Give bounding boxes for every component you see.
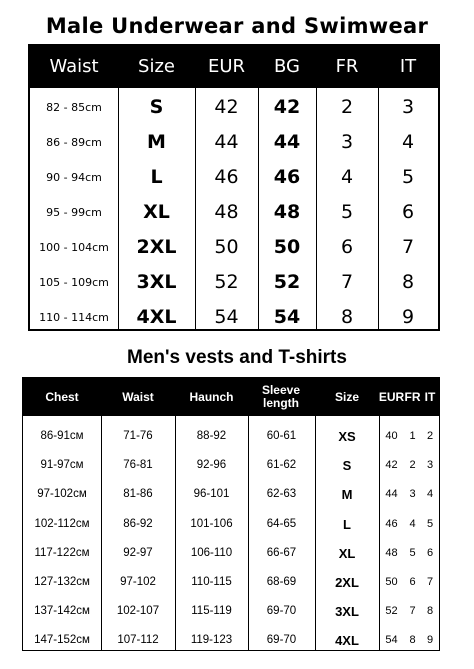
- tshirts-cell-waist: 81-86: [123, 488, 153, 501]
- tshirts-cell-eur: 50: [385, 576, 398, 588]
- tshirts-cell-sleeve-length: 66-67: [266, 546, 297, 559]
- underwear-cell-it: 9: [401, 306, 415, 328]
- tshirts-cell-it: 3: [426, 459, 434, 472]
- tshirts-cell-waist: 97-102: [120, 576, 156, 588]
- tshirts-cell-it: 7: [426, 576, 434, 588]
- tshirts-header-waist: Waist: [122, 389, 154, 404]
- tshirts-cell-sleeve-length: 62-63: [266, 488, 297, 501]
- tshirts-cell-waist: 71-76: [123, 430, 153, 442]
- tshirts-cell-waist: 76-81: [123, 459, 153, 472]
- underwear-cell-size: L: [150, 166, 163, 188]
- tshirts-cell-it: 4: [426, 488, 434, 501]
- tshirts-cell-haunch: 92-96: [196, 459, 227, 472]
- underwear-cell-waist: 82 - 85cm: [46, 101, 102, 114]
- tshirts-header-eur: EUR: [378, 389, 405, 404]
- underwear-cell-it: 5: [401, 166, 415, 188]
- underwear-cell-size: 4XL: [136, 306, 177, 328]
- tshirts-cell-size: L: [343, 516, 351, 532]
- underwear-cell-fr: 2: [340, 96, 354, 118]
- tshirts-cell-size: M: [341, 487, 353, 503]
- tshirts-cell-it: 2: [426, 430, 434, 442]
- tshirts-cell-chest: 147-152см: [34, 634, 90, 647]
- tshirts-cell-eur: 48: [385, 546, 398, 559]
- tshirts-cell-eur: 46: [385, 517, 398, 530]
- tshirts-cell-sleeve-length: 64-65: [266, 517, 297, 530]
- tshirts-header-fr: FR: [404, 389, 421, 404]
- underwear-title: Male Underwear and Swimwear: [45, 14, 429, 38]
- underwear-cell-it: 3: [401, 96, 415, 118]
- underwear-header-it: IT: [399, 56, 417, 77]
- underwear-cell-fr: 5: [340, 201, 354, 223]
- underwear-cell-fr: 6: [340, 236, 354, 258]
- tshirts-cell-size: 3XL: [335, 604, 359, 620]
- underwear-cell-waist: 100 - 104cm: [39, 241, 109, 254]
- underwear-cell-size: XL: [143, 201, 170, 223]
- underwear-cell-bg: 50: [273, 236, 301, 258]
- tshirts-cell-waist: 86-92: [123, 517, 153, 530]
- tshirts-cell-haunch: 96-101: [193, 488, 230, 501]
- tshirts-cell-fr: 5: [409, 546, 416, 559]
- tshirts-cell-eur: 40: [385, 430, 398, 442]
- underwear-size-table: [28, 44, 440, 331]
- underwear-cell-waist: 105 - 109cm: [39, 276, 109, 289]
- tshirts-cell-it: 5: [426, 517, 434, 530]
- tshirts-cell-fr: 4: [409, 517, 416, 530]
- underwear-cell-fr: 7: [340, 271, 354, 293]
- tshirts-cell-size: S: [342, 458, 352, 474]
- tshirts-header-sleeve-length: Sleeve length: [261, 383, 301, 410]
- tshirts-cell-it: 6: [426, 546, 434, 559]
- underwear-cell-bg: 44: [273, 131, 301, 153]
- underwear-cell-size: 2XL: [136, 236, 177, 258]
- tshirts-cell-chest: 91-97см: [40, 459, 84, 472]
- underwear-header-size: Size: [138, 56, 175, 77]
- tshirts-cell-fr: 8: [409, 634, 416, 647]
- tshirts-cell-fr: 3: [409, 488, 416, 501]
- underwear-cell-size: 3XL: [136, 271, 177, 293]
- tshirts-cell-it: 9: [426, 634, 434, 647]
- underwear-cell-bg: 46: [273, 166, 301, 188]
- tshirts-cell-chest: 137-142см: [34, 605, 90, 618]
- tshirts-cell-waist: 102-107: [116, 605, 160, 618]
- underwear-cell-size: S: [149, 96, 164, 118]
- tshirts-cell-fr: 2: [409, 459, 416, 472]
- tshirts-cell-sleeve-length: 69-70: [266, 634, 297, 647]
- underwear-cell-bg: 48: [273, 201, 301, 223]
- tshirts-cell-eur: 52: [385, 605, 398, 618]
- underwear-cell-eur: 44: [214, 131, 239, 153]
- tshirts-size-table: [22, 377, 440, 651]
- underwear-cell-eur: 52: [214, 271, 239, 293]
- tshirts-cell-size: XL: [338, 545, 356, 561]
- tshirts-cell-chest: 86-91см: [40, 430, 84, 442]
- underwear-cell-waist: 86 - 89cm: [46, 136, 102, 149]
- underwear-cell-waist: 95 - 99cm: [46, 206, 102, 219]
- underwear-cell-waist: 90 - 94cm: [46, 171, 102, 184]
- underwear-cell-it: 7: [401, 236, 415, 258]
- tshirts-cell-size: XS: [338, 429, 356, 444]
- tshirts-cell-chest: 117-122см: [34, 546, 90, 559]
- underwear-header-fr: FR: [335, 56, 359, 77]
- tshirts-cell-sleeve-length: 60-61: [266, 430, 297, 442]
- underwear-cell-bg: 54: [273, 306, 301, 328]
- tshirts-cell-haunch: 101-106: [190, 517, 233, 530]
- underwear-cell-bg: 42: [273, 96, 301, 118]
- tshirts-cell-sleeve-length: 69-70: [266, 605, 297, 618]
- tshirts-header-haunch: Haunch: [189, 389, 234, 404]
- underwear-cell-fr: 4: [340, 166, 354, 188]
- tshirts-cell-eur: 42: [385, 459, 398, 472]
- underwear-cell-eur: 48: [214, 201, 239, 223]
- tshirts-title: Men's vests and T-shirts: [127, 347, 347, 368]
- tshirts-cell-sleeve-length: 68-69: [266, 576, 297, 588]
- underwear-cell-size: M: [147, 131, 166, 153]
- tshirts-cell-fr: 6: [409, 576, 416, 588]
- tshirts-cell-haunch: 88-92: [196, 430, 227, 442]
- underwear-cell-waist: 110 - 114cm: [39, 311, 109, 324]
- underwear-cell-it: 6: [401, 201, 415, 223]
- tshirts-cell-chest: 102-112см: [34, 517, 90, 530]
- tshirts-cell-eur: 44: [385, 488, 398, 501]
- underwear-cell-eur: 54: [214, 306, 239, 328]
- underwear-cell-eur: 50: [214, 236, 239, 258]
- tshirts-cell-fr: 1: [409, 430, 416, 442]
- underwear-cell-eur: 46: [214, 166, 239, 188]
- tshirts-cell-haunch: 119-123: [190, 634, 233, 647]
- tshirts-cell-it: 8: [426, 605, 434, 618]
- tshirts-cell-eur: 54: [385, 634, 398, 647]
- tshirts-cell-fr: 7: [409, 605, 416, 618]
- tshirts-cell-haunch: 110-115: [191, 576, 232, 588]
- underwear-cell-eur: 42: [214, 96, 239, 118]
- tshirts-cell-haunch: 115-119: [191, 605, 232, 618]
- underwear-header-eur: EUR: [207, 56, 246, 77]
- tshirts-cell-size: 4XL: [335, 633, 359, 649]
- tshirts-header-it: IT: [424, 389, 436, 404]
- underwear-cell-fr: 3: [340, 131, 354, 153]
- underwear-cell-fr: 8: [340, 306, 354, 328]
- tshirts-cell-chest: 97-102см: [37, 488, 87, 501]
- underwear-cell-it: 4: [401, 131, 415, 153]
- tshirts-header-size: Size: [334, 389, 359, 404]
- tshirts-cell-chest: 127-132см: [34, 576, 90, 588]
- tshirts-cell-haunch: 106-110: [190, 546, 233, 559]
- tshirts-cell-waist: 92-97: [123, 546, 153, 559]
- tshirts-header-chest: Chest: [45, 389, 79, 404]
- underwear-header-bg: BG: [274, 56, 300, 77]
- tshirts-cell-waist: 107-112: [117, 634, 159, 647]
- underwear-cell-it: 8: [401, 271, 415, 293]
- underwear-header-waist: Waist: [49, 56, 99, 77]
- tshirts-cell-sleeve-length: 61-62: [266, 459, 297, 472]
- underwear-cell-bg: 52: [273, 271, 301, 293]
- tshirts-cell-size: 2XL: [335, 575, 359, 590]
